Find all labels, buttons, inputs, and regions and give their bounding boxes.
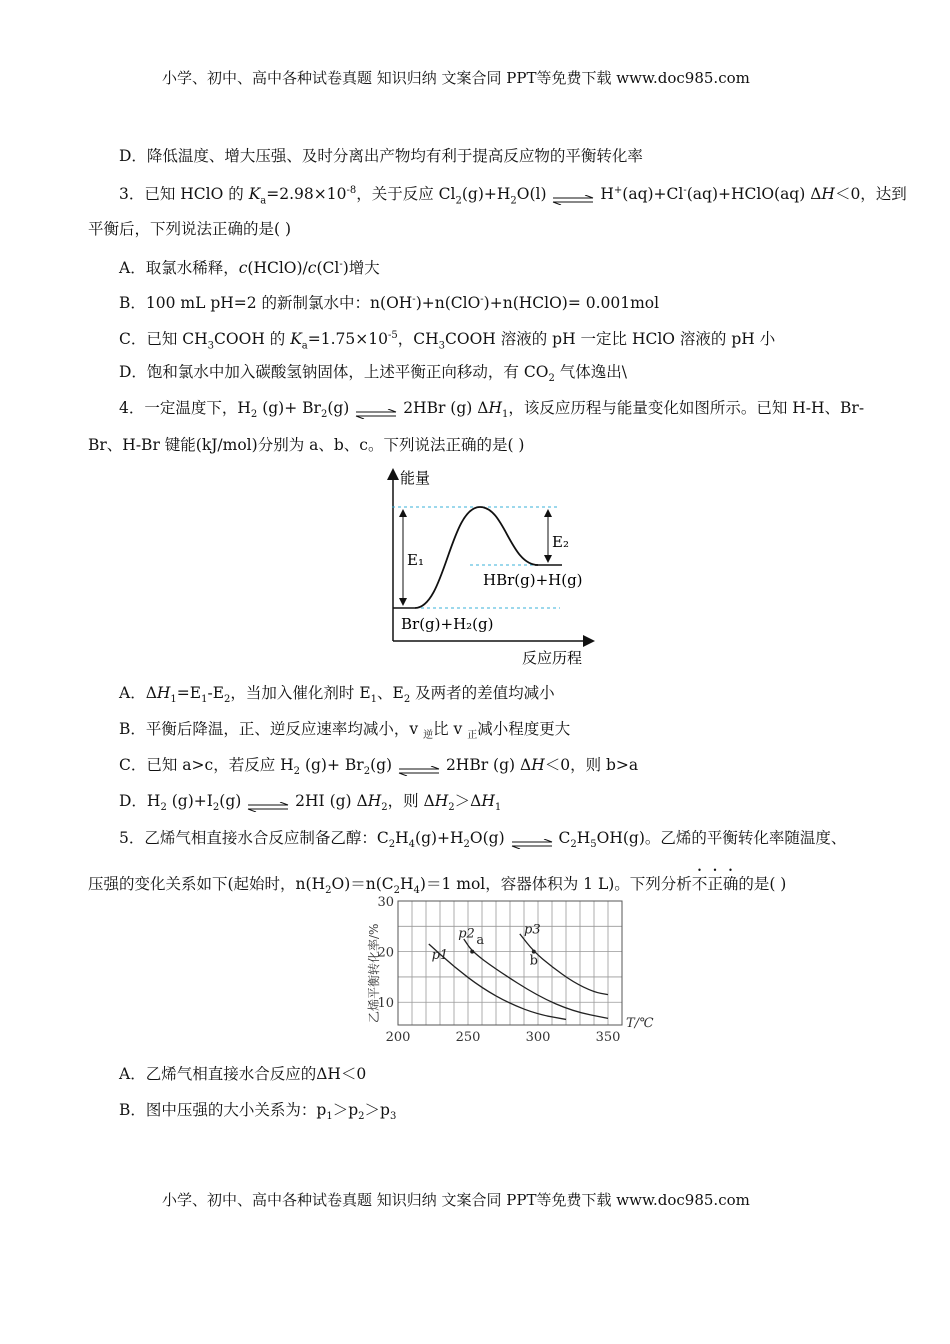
text-segment: c xyxy=(238,259,248,278)
text-segment: 2 xyxy=(224,694,231,706)
e1-label: E₁ xyxy=(407,551,424,569)
text-segment: - xyxy=(412,294,416,305)
energy-curve xyxy=(415,507,538,608)
text-segment: 2 xyxy=(320,409,328,421)
text-segment: K xyxy=(248,185,261,204)
text-segment: (g)+H xyxy=(415,829,464,847)
text-segment: ＞p xyxy=(364,1101,390,1119)
text-segment: 2 xyxy=(381,802,388,814)
text-segment: 3 xyxy=(389,1111,397,1123)
question-stem xyxy=(119,398,864,425)
x-tick-label: 250 xyxy=(455,1030,481,1045)
text-segment: 压强的变化关系如下(起始时，n(H xyxy=(88,875,326,893)
text-line xyxy=(119,255,380,278)
text-segment: H xyxy=(576,829,591,847)
data-point-a xyxy=(470,950,474,954)
series-label: p2 xyxy=(458,926,475,942)
text-segment: 及两者的差值均减小 xyxy=(410,684,555,702)
text-segment: ，当加入催化剂时 E xyxy=(230,684,371,702)
text-segment: 2 xyxy=(358,1111,365,1123)
text-segment: 、E xyxy=(377,684,404,702)
text-segment: (aq)+HClO(aq) Δ xyxy=(686,185,822,204)
text-segment: 3 xyxy=(438,340,445,352)
text-segment: 2 xyxy=(250,409,258,421)
text-segment: ＜0，达到 xyxy=(834,185,907,204)
text-segment: A．取氯水稀释， xyxy=(119,259,239,278)
text-segment: H xyxy=(400,875,414,893)
text-segment: H xyxy=(395,829,409,847)
text-segment: (aq)+Cl xyxy=(622,185,684,204)
text-segment: 不正确 xyxy=(691,875,739,893)
text-segment: a xyxy=(260,195,267,207)
text-line xyxy=(119,755,638,782)
text-segment: A．Δ xyxy=(119,684,157,702)
text-segment: )+n(HClO)= 0.001mol xyxy=(483,294,660,313)
y-axis-label: 乙烯平衡转化率/% xyxy=(367,923,381,1023)
x-axis-label: 反应历程 xyxy=(522,649,583,667)
text-segment: H xyxy=(367,792,382,810)
text-segment: (g)+ Br xyxy=(257,399,321,417)
point-label: a xyxy=(476,933,485,949)
series-line-p1 xyxy=(429,944,566,1019)
text-line xyxy=(119,1100,396,1127)
point-label: b xyxy=(529,953,538,969)
x-tick-label: 200 xyxy=(385,1030,411,1045)
text-segment: 气体逸出\ xyxy=(554,363,627,381)
y-tick-label: 10 xyxy=(377,996,394,1012)
text-segment: H xyxy=(156,684,171,702)
text-segment: (g)+I xyxy=(166,792,213,810)
energy-diagram xyxy=(370,465,610,670)
text-segment: ，CH xyxy=(397,330,439,349)
text-segment: 2 xyxy=(388,839,396,851)
text-segment: (Cl xyxy=(316,259,340,278)
e2-label: E₂ xyxy=(552,533,569,551)
x-axis-label: T/℃ xyxy=(626,1016,654,1031)
text-line xyxy=(119,1064,366,1084)
text-segment: 3 xyxy=(207,340,215,352)
text-segment: 4．一定温度下，H xyxy=(119,399,251,417)
text-segment: C．已知 a>c，若反应 H xyxy=(119,756,294,774)
series-line-p2 xyxy=(464,939,608,1018)
series-label: p1 xyxy=(431,948,449,964)
text-segment: ＞Δ xyxy=(454,792,482,810)
series-label: p3 xyxy=(524,922,541,938)
text-segment: A．乙烯气相直接水合反应的ΔH＜0 xyxy=(119,1065,367,1083)
text-segment: )＝1 mol，容器体积为 1 L)。下列分析 xyxy=(419,875,692,893)
text-segment: O(l) xyxy=(516,185,552,204)
text-segment: - xyxy=(480,294,484,305)
text-segment: D．降低温度、增大压强、及时分离出产物均有利于提高反应物的平衡转化率 xyxy=(119,147,643,165)
text-segment: 2HBr (g) Δ xyxy=(398,399,489,417)
text-segment: 2 xyxy=(160,802,167,814)
text-segment: -5 xyxy=(387,330,398,341)
text-segment: 2 xyxy=(570,839,577,851)
text-segment: 2 xyxy=(403,694,411,706)
text-segment: 1 xyxy=(370,694,378,706)
text-segment: 2 xyxy=(293,766,301,778)
text-segment: OH(g)。乙烯的平衡转化率随温度、 xyxy=(596,829,847,847)
text-segment: O(g) xyxy=(469,829,510,847)
text-segment: 减小程度更大 xyxy=(477,720,571,738)
text-segment: 5．乙烯气相直接水合反应制备乙醇：C xyxy=(119,829,389,847)
text-segment: 4 xyxy=(413,885,420,897)
text-segment: - xyxy=(683,185,687,196)
text-segment: -E xyxy=(207,684,225,702)
text-segment: C xyxy=(553,829,571,847)
text-segment: -8 xyxy=(346,185,357,196)
text-segment: (g) xyxy=(219,792,247,810)
reactant-label: Br(g)+H₂(g) xyxy=(401,615,494,633)
text-segment: 的是( ) xyxy=(738,875,787,893)
text-line xyxy=(119,362,627,389)
text-segment: (g)+H xyxy=(461,185,511,204)
text-segment: 1 xyxy=(170,694,177,706)
text-segment: C．已知 CH xyxy=(119,330,208,349)
text-segment: 2 xyxy=(455,195,462,207)
text-segment: B．100 mL pH=2 的新制氯水中：n(OH xyxy=(119,294,413,313)
equilibrium-arrow-icon xyxy=(397,761,441,771)
text-segment: K xyxy=(290,330,302,349)
text-segment: 2 xyxy=(463,839,470,851)
text-segment: 5 xyxy=(590,839,597,851)
text-segment: H xyxy=(488,399,502,417)
text-segment: 平衡后，下列说法正确的是( ) xyxy=(88,220,292,238)
text-segment: 1 xyxy=(326,1111,333,1123)
equilibrium-arrow-icon xyxy=(551,190,595,200)
text-segment: ，该反应历程与能量变化如图所示。已知 H-H、Br- xyxy=(508,399,865,417)
question-stem xyxy=(119,828,846,855)
text-line xyxy=(119,683,555,710)
text-segment: 1 xyxy=(201,694,208,706)
text-segment: B．图中压强的大小关系为：p xyxy=(119,1101,327,1119)
text-segment: 2 xyxy=(393,885,401,897)
text-segment: H xyxy=(434,792,449,810)
text-segment: 逆 xyxy=(423,730,434,742)
text-segment: 2HBr (g) Δ xyxy=(441,756,532,774)
text-segment: 2 xyxy=(212,802,220,814)
text-segment: 比 v xyxy=(433,720,468,738)
text-segment: H xyxy=(821,185,835,204)
equilibrium-arrow-icon xyxy=(246,797,290,807)
text-line xyxy=(119,791,501,818)
page-footer: 小学、初中、高中各种试卷真题 知识归纳 文案合同 PPT等免费下载 www.doc985.com xyxy=(162,1191,750,1209)
text-segment: 1 xyxy=(501,409,509,421)
text-segment: ，关于反应 Cl xyxy=(356,185,456,204)
text-segment: ，则 Δ xyxy=(387,792,435,810)
text-segment: COOH 溶液的 pH 一定比 HClO 溶液的 pH 小 xyxy=(445,330,776,349)
text-line xyxy=(88,219,291,239)
text-segment: H xyxy=(595,185,614,204)
text-line xyxy=(119,326,775,356)
text-segment: 正 xyxy=(467,730,478,742)
text-segment: 3．已知 HClO 的 xyxy=(119,185,249,204)
text-segment: D．H xyxy=(119,792,161,810)
text-segment: 4 xyxy=(408,839,416,851)
question-stem xyxy=(119,181,907,211)
text-segment: COOH 的 xyxy=(214,330,291,349)
text-segment: B．平衡后降温，正、逆反应速率均减小，v xyxy=(119,720,424,738)
text-segment: =2.98×10 xyxy=(266,185,347,204)
text-segment: )+n(ClO xyxy=(415,294,481,313)
text-segment: 2 xyxy=(363,766,371,778)
x-tick-label: 300 xyxy=(525,1030,551,1045)
text-segment: 1 xyxy=(494,802,502,814)
equilibrium-arrow-icon xyxy=(510,834,554,844)
text-segment: H xyxy=(481,792,495,810)
text-segment: 2 xyxy=(548,373,555,385)
text-segment: 2 xyxy=(448,802,455,814)
text-segment: + xyxy=(613,185,623,196)
text-segment: )增大 xyxy=(342,259,380,278)
text-segment: (g)+ Br xyxy=(300,756,364,774)
text-segment: 2HI (g) Δ xyxy=(290,792,368,810)
text-segment: c xyxy=(307,259,317,278)
text-segment: D．饱和氯水中加入碳酸氢钠固体，上述平衡正向移动，有 CO xyxy=(119,363,549,381)
text-segment: Br、H-Br 键能(kJ/mol)分别为 a、b、c。下列说法正确的是( ) xyxy=(88,436,525,454)
text-segment: ＞p xyxy=(332,1101,359,1119)
text-segment: (g) xyxy=(327,399,355,417)
y-axis-label: 能量 xyxy=(400,469,431,487)
page-header: 小学、初中、高中各种试卷真题 知识归纳 文案合同 PPT等免费下载 www.doc985.com xyxy=(162,69,750,87)
equilibrium-arrow-icon xyxy=(354,404,398,414)
y-tick-label: 30 xyxy=(377,895,394,910)
text-line xyxy=(119,290,659,313)
text-segment: a xyxy=(301,340,308,352)
text-segment: ＜0，则 b>a xyxy=(544,756,639,774)
text-segment: 2 xyxy=(325,885,332,897)
text-line xyxy=(88,435,524,455)
text-segment: (g) xyxy=(370,756,398,774)
text-segment: O)＝n(C xyxy=(331,875,394,893)
text-segment: H xyxy=(531,756,545,774)
text-segment: =1.75×10 xyxy=(307,330,388,349)
text-line xyxy=(119,719,570,746)
text-segment: =E xyxy=(176,684,202,702)
x-tick-label: 350 xyxy=(595,1030,621,1045)
conversion-chart xyxy=(330,890,670,1050)
text-segment: - xyxy=(339,259,343,270)
text-line xyxy=(119,146,643,166)
y-tick-label: 20 xyxy=(377,945,394,961)
product-label: HBr(g)+H(g) xyxy=(483,571,583,589)
text-segment: (HClO)/ xyxy=(247,259,308,278)
text-segment: 2 xyxy=(510,195,517,207)
